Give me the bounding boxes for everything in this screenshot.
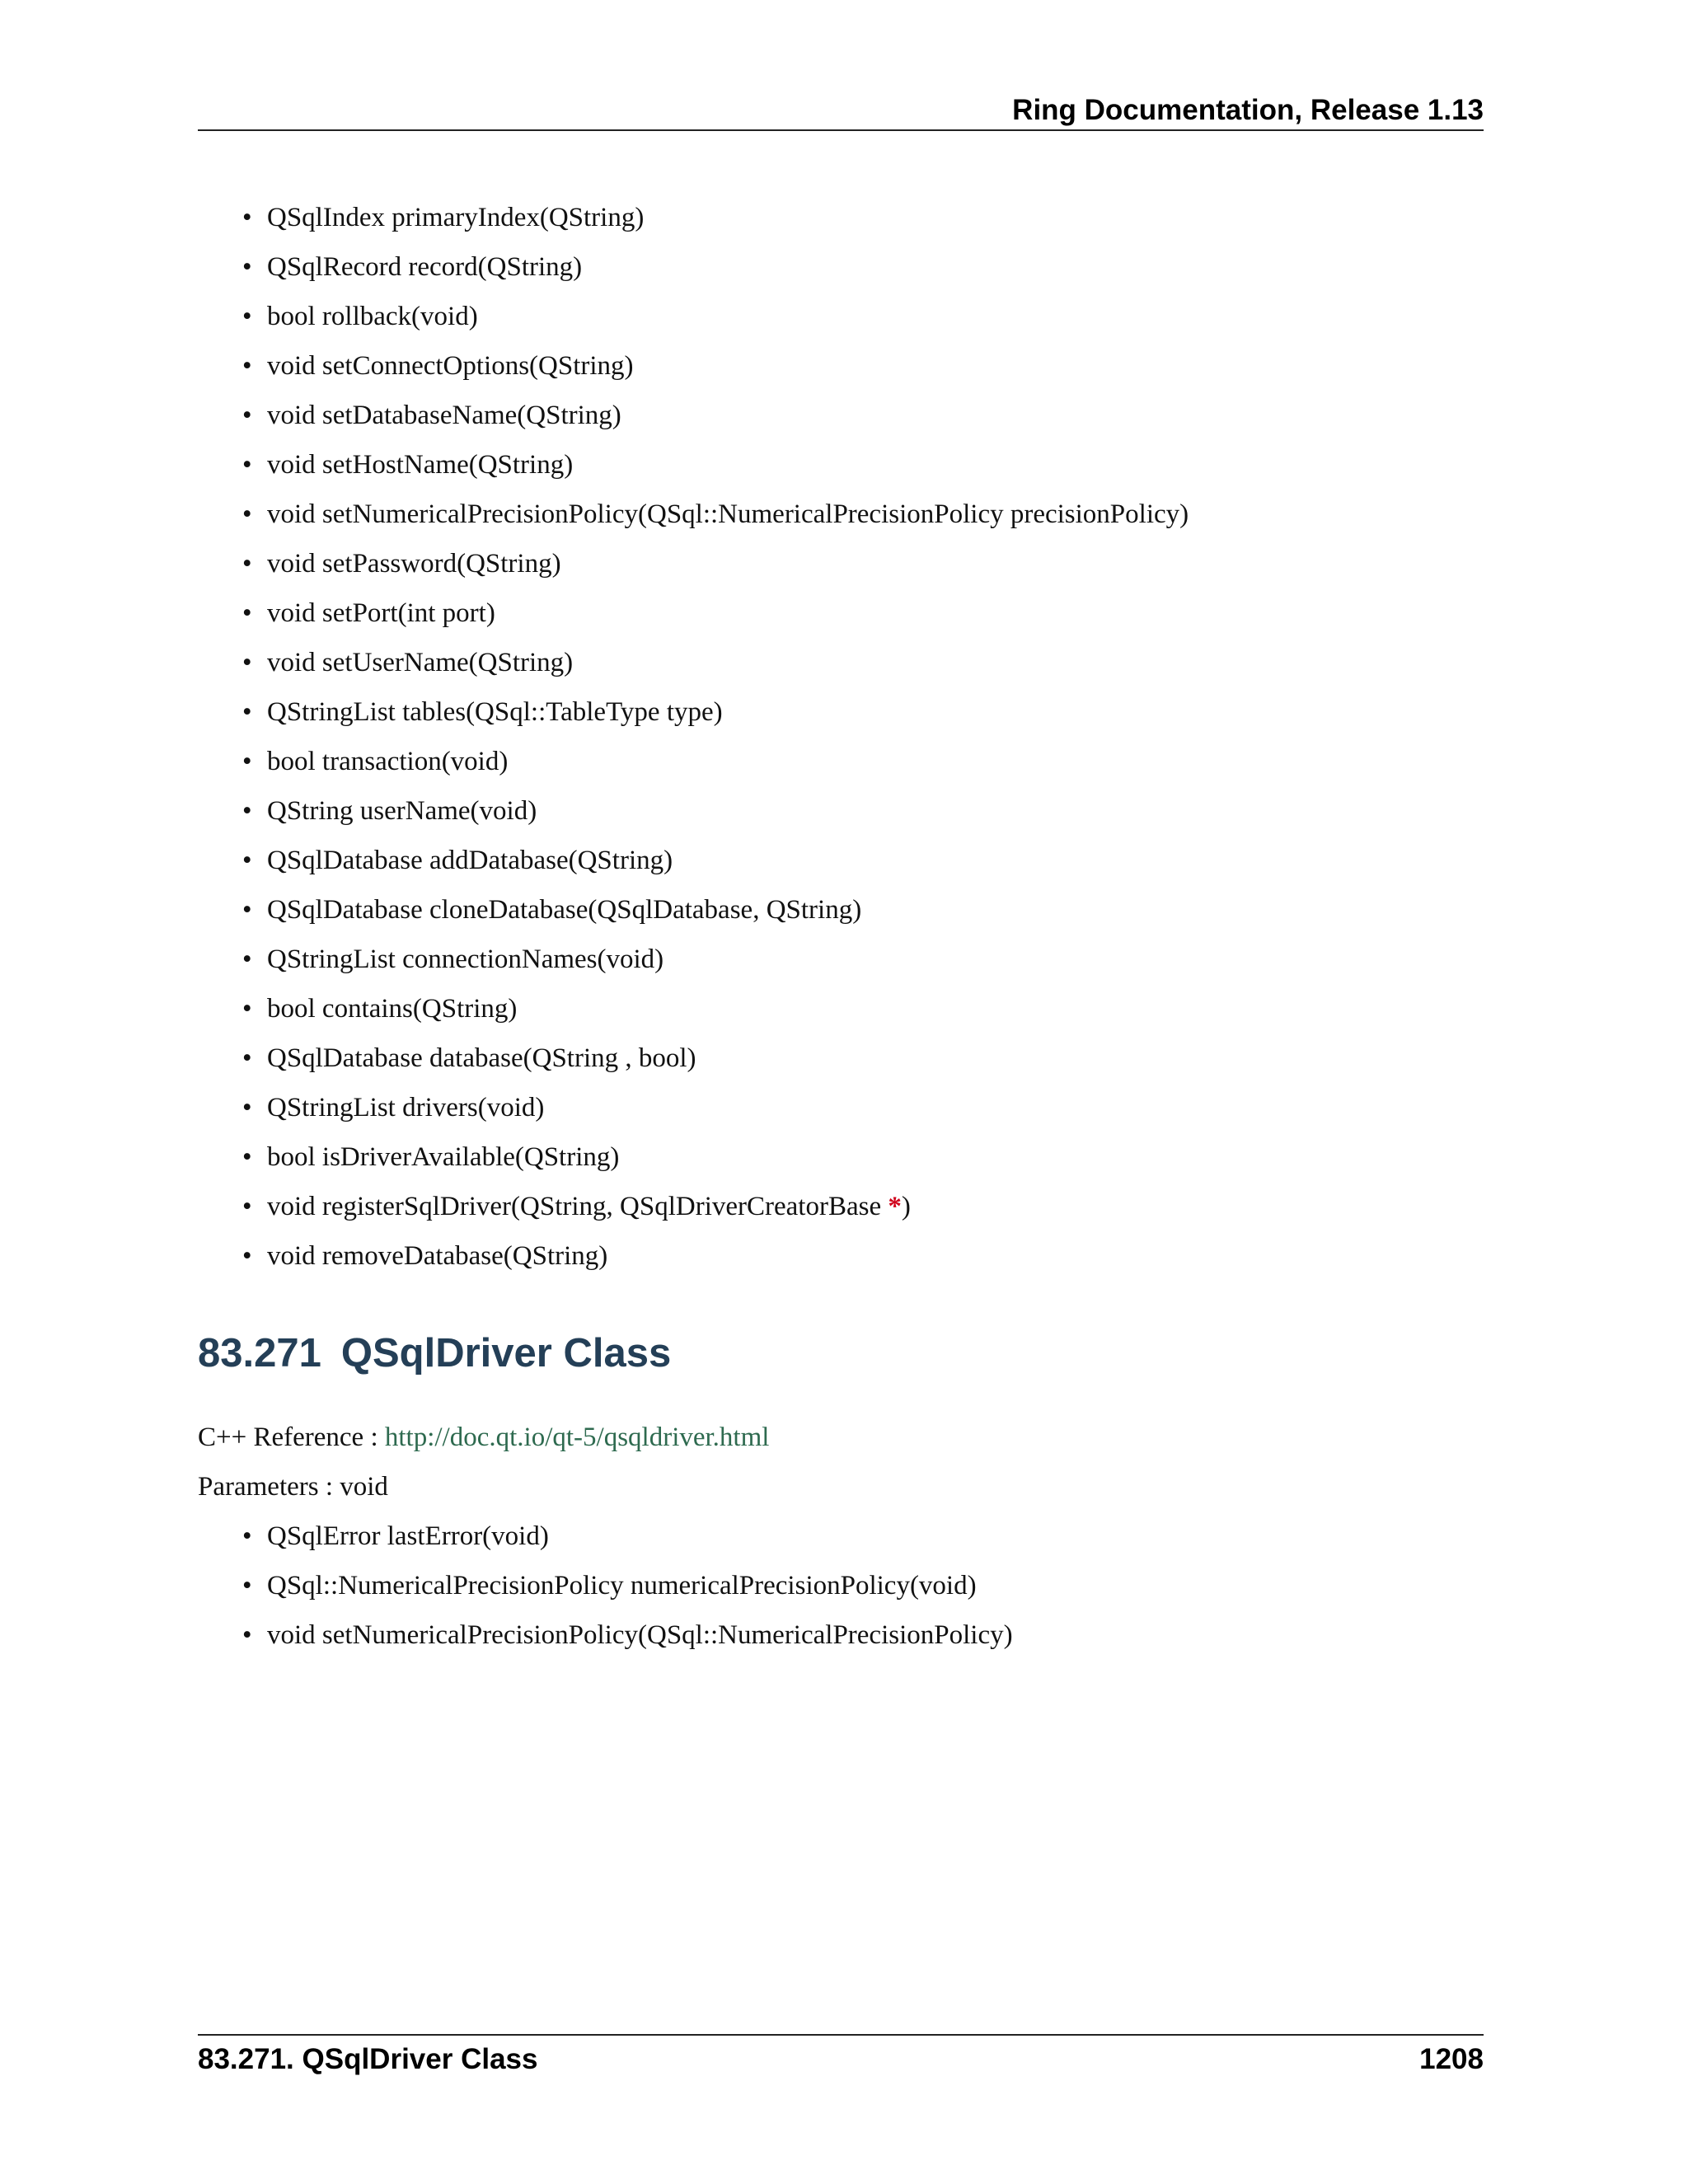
bullet-marker: • [242, 450, 252, 480]
bullet-marker: • [242, 697, 252, 727]
method-signature: QStringList drivers(void) [267, 1093, 545, 1122]
list-item [242, 447, 1189, 496]
list-item [242, 1139, 1189, 1188]
method-signature: QSqlRecord record(QString) [267, 252, 583, 282]
list-item [242, 348, 1189, 397]
list-item [242, 199, 1189, 249]
method-signature: bool rollback(void) [267, 302, 478, 331]
method-signature: QStringList tables(QSql::TableType type) [267, 697, 723, 727]
list-item [242, 1617, 1013, 1666]
list-item [242, 991, 1189, 1040]
bullet-marker: • [242, 648, 252, 677]
method-signature: QString userName(void) [267, 796, 537, 826]
bullet-marker: • [242, 1620, 252, 1650]
footer-section: 83.271. QSqlDriver Class [198, 2043, 538, 2075]
method-signature: void registerSqlDriver(QString, QSqlDriverCreatorBase *) [267, 1192, 911, 1221]
bullet-marker: • [242, 1241, 252, 1271]
bullet-marker: • [242, 1571, 252, 1601]
method-signature: void setDatabaseName(QString) [267, 401, 621, 430]
bullet-marker: • [242, 302, 252, 331]
list-item [242, 1188, 1189, 1238]
list-item [242, 694, 1189, 743]
page-number: 1208 [1419, 2043, 1484, 2075]
bullet-marker: • [242, 1521, 252, 1551]
list-item [242, 941, 1189, 991]
cpp-reference-link[interactable]: http://doc.qt.io/qt-5/qsqldriver.html [384, 1422, 770, 1452]
method-list-top [242, 199, 1189, 1287]
list-item [242, 298, 1189, 348]
list-item [242, 546, 1189, 595]
list-item [242, 1518, 1013, 1568]
bullet-marker: • [242, 796, 252, 826]
method-signature: QSqlIndex primaryIndex(QString) [267, 203, 645, 232]
footer-rule [198, 2034, 1484, 2036]
list-item [242, 644, 1189, 694]
list-item [242, 743, 1189, 793]
bullet-marker: • [242, 895, 252, 925]
list-item [242, 249, 1189, 298]
method-signature: void removeDatabase(QString) [267, 1241, 608, 1271]
bullet-marker: • [242, 252, 252, 282]
method-signature: void setPort(int port) [267, 598, 495, 628]
bullet-marker: • [242, 1093, 252, 1122]
method-signature: void setConnectOptions(QString) [267, 351, 634, 381]
method-signature: QSqlDatabase addDatabase(QString) [267, 846, 673, 875]
list-item [242, 595, 1189, 644]
bullet-marker: • [242, 994, 252, 1024]
list-item [242, 793, 1189, 842]
method-signature: QSqlDatabase database(QString , bool) [267, 1043, 696, 1073]
list-item [242, 1040, 1189, 1090]
bullet-marker: • [242, 549, 252, 579]
section-number: 83.271 [198, 1331, 321, 1376]
bullet-marker: • [242, 1043, 252, 1073]
method-signature: void setPassword(QString) [267, 549, 561, 579]
method-signature: void setHostName(QString) [267, 450, 574, 480]
method-signature: QSqlDatabase cloneDatabase(QSqlDatabase, QString) [267, 895, 862, 925]
bullet-marker: • [242, 747, 252, 776]
method-signature: QSql::NumericalPrecisionPolicy numericalPrecisionPolicy(void) [267, 1571, 977, 1601]
list-item [242, 892, 1189, 941]
cpp-reference [198, 1419, 769, 1455]
method-signature: bool transaction(void) [267, 747, 509, 776]
running-header: Ring Documentation, Release 1.13 [1012, 94, 1484, 126]
method-signature: void setUserName(QString) [267, 648, 574, 677]
method-signature: QSqlError lastError(void) [267, 1521, 549, 1551]
parameters-line: Parameters : void [198, 1472, 388, 1502]
list-item [242, 842, 1189, 892]
bullet-marker: • [242, 846, 252, 875]
bullet-marker: • [242, 203, 252, 232]
list-item [242, 397, 1189, 447]
method-signature: QStringList connectionNames(void) [267, 944, 664, 974]
header-rule [198, 129, 1484, 131]
section-title: QSqlDriver Class [340, 1331, 672, 1376]
bullet-marker: • [242, 401, 252, 430]
method-signature: bool isDriverAvailable(QString) [267, 1142, 620, 1172]
list-item [242, 1238, 1189, 1287]
list-item [242, 1090, 1189, 1139]
section-heading [198, 1329, 671, 1378]
method-signature: void setNumericalPrecisionPolicy(QSql::NumericalPrecisionPolicy precisionPolicy) [267, 499, 1189, 529]
bullet-marker: • [242, 351, 252, 381]
list-item [242, 496, 1189, 546]
method-signature: bool contains(QString) [267, 994, 518, 1024]
method-signature: void setNumericalPrecisionPolicy(QSql::NumericalPrecisionPolicy) [267, 1620, 1013, 1650]
bullet-marker: • [242, 598, 252, 628]
method-list-qsqldriver [242, 1518, 1013, 1666]
bullet-marker: • [242, 1192, 252, 1221]
bullet-marker: • [242, 499, 252, 529]
pointer-asterisk: * [888, 1192, 902, 1221]
list-item [242, 1568, 1013, 1617]
bullet-marker: • [242, 1142, 252, 1172]
cpp-reference-label: C++ Reference : [198, 1422, 385, 1452]
bullet-marker: • [242, 944, 252, 974]
